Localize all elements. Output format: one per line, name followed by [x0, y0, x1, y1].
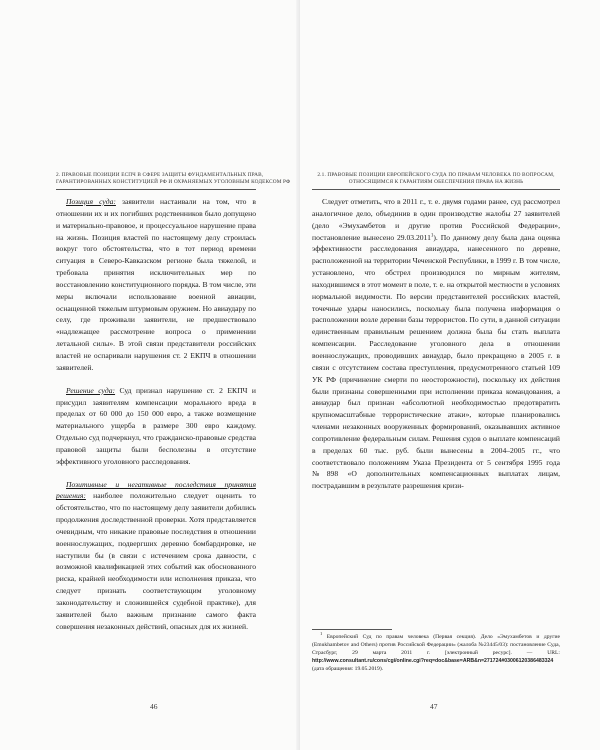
footnote-url-link[interactable]: http://www.consultant.ru/cons/cgi/online.cgi?req=doc&base=ARB&n=271724#03006120386483324: [312, 658, 554, 664]
right-header-rule: [312, 189, 560, 190]
right-paragraph-main: [312, 196, 560, 492]
decision-text: Суд признал нарушение ст. 2 ЕКПЧ и присудил заявителям компенсации морального вреда в пределах от 60 000 до 150 000 евро, а также возмещение материального ущерба в размере 300 евро каждому. Отдельно суд подчеркнул, что гражданско-правовые средства правовой защиты были бесполезны в отсутствие эффективного уголовного расследования.: [56, 385, 256, 466]
right-running-head-line1: 2.1. ПРАВОВЫЕ ПОЗИЦИИ ЕВРОПЕЙСКОГО СУДА ПО ПРАВАМ ЧЕЛОВЕКА ПО ВОПРОСАМ,: [317, 172, 555, 178]
footnote-reference[interactable]: 1: [430, 233, 434, 238]
consequences-lead: Позитивные и негативные последствия принятия решения:: [56, 479, 256, 501]
consequences-text: наиболее положительно следует оценить то обстоятельство, что по настоящему делу заявители добились продолжения доследственной проверки. Хотя представляется очевидным, что никакие правовые последствия в отношении военнослужащих, подвергших деревню бомбардировке, не наступили бы (в связи с истечением срока давности, с возможной квалификацией этих событий как обоснованного риска, крайней необходимости или исполнения приказа, что следует признать соответствующим уголовному законодательству и сложившейся судебной практике), для заявителей было важным признание самого факта совершения незаконных действий, опасных для их жизней.: [56, 491, 256, 631]
right-page-number: 47: [430, 702, 438, 711]
position-text: заявители настаивали на том, что в отношении их и их погибших родственников было допущено и материально-правовое, и процессуальное нарушение права на жизнь. Позиция властей по настоящему делу строилась вокруг того обстоятельства, что в тот период времени ситуация в Северо-Кавказском регионе была тяжелой, и требовала принятия исключительных мер по восстановлению конституционного порядка. В том числе, эти меры включали использование военной авиации, оснащенной тяжелым штурмовым оружием. Но авиаудару по селу, где проживали заявители, не предшествовало «надлежащее рассмотрение вопроса о применении летальной силы». В этой связи представители российских властей не оспаривали нарушения ст. 2 ЕКПЧ в отношении заявителей.: [56, 197, 257, 372]
position-lead: Позиция суда:: [66, 197, 116, 206]
left-body-text: [56, 196, 256, 633]
right-page: [300, 0, 600, 750]
left-paragraph-decision: [56, 385, 256, 468]
main-text-part1: Следует отметить, что в 2011 г., т. е. двумя годами ранее, суд рассмотрел аналогичное дело, объединив в один производстве жалобы 27 заявителей (дело «Эмухамбетов и другие против Российской Федерации», постановление вынесено 29.03.2011: [312, 197, 560, 242]
footnote-block: [312, 633, 560, 673]
right-body-text: [312, 196, 560, 492]
left-running-head-line1: 2. ПРАВОВЫЕ ПОЗИЦИИ ЕСПЧ В СФЕРЕ ЗАЩИТЫ ФУНДАМЕНТАЛЬНЫХ ПРАВ,: [56, 172, 264, 178]
left-running-head-line2: ГАРАНТИРОВАННЫХ КОНСТИТУЦИЕЙ РФ И ОХРАНЯЕМЫХ УГОЛОВНЫМ КОДЕКСОМ РФ: [56, 179, 291, 185]
footnote-text-part2: (дата обращения: 19.05.2019).: [312, 666, 384, 672]
footnote-separator: [312, 629, 392, 630]
main-text-part2: ). По данному делу была дана оценка эффективности расследования авиаудара, нанесенного по деревне, расположенной на территории Чеченской Республики, в 1999 г. В том числе, установлено, что обстрел производился по мирным жителям, находившимся в этот момент в поле, т. е. на открытой местности в условиях нормальной видимости. По версии представителей российских властей, точечные удары наносились, поскольку была получена информация о расположении возле деревни базы террористов. По сути, в данной ситуации единственным правильным решением должна была бы стать выплата компенсации. Расследование уголовного дела в отношении военнослужащих, проводивших авиаудар, было прекращено в 2005 г. в связи с отсутствием состава преступления, предусмотренного статьей 109 УК РФ (причинение смерти по неосторожности), поскольку их действия были признаны совершенными при исполнении приказа командования, а авиаудар был признан «абсолютной необходимостью предотвратить крупномасштабные террористические атаки», которые планировались членами незаконных вооруженных формирований, оказывавших активное сопротивление федеральным силам. Решения судов о выплате компенсаций в пределах 60 тыс. руб. были вынесены в 2004–2005 гг., что соответствовало положениям Указа Президента от 5 сентября 1995 года №898 «О дополнительных компенсационных выплатах лицам, пострадавшим в результате разрешения кризи-: [312, 232, 560, 491]
left-header-rule: [56, 189, 256, 190]
left-running-head: [56, 172, 291, 186]
right-running-head-line2: ОТНОСЯЩИМСЯ К ГАРАНТИЯМ ОБЕСПЕЧЕНИЯ ПРАВА НА ЖИЗНЬ: [348, 179, 524, 185]
left-page-number: 46: [150, 702, 158, 711]
footnote-mark: 1: [320, 631, 323, 637]
right-running-head: [312, 172, 560, 186]
decision-lead: Решение суда:: [66, 385, 116, 395]
left-paragraph-consequences: [56, 479, 256, 633]
footnote-text-part1: Европейский Суд по правам человека (Первая секция). Дело «Эмухамбетов и другие (Emukhambetov and Others) против Российской Федерации» (жалоба №23445/03): постановление Суда, Страсбург, 29 марта 2011 г. [электронный ресурс]. — URL:: [312, 634, 560, 656]
footnote-1: [312, 633, 560, 673]
left-paragraph-position: [56, 196, 256, 374]
